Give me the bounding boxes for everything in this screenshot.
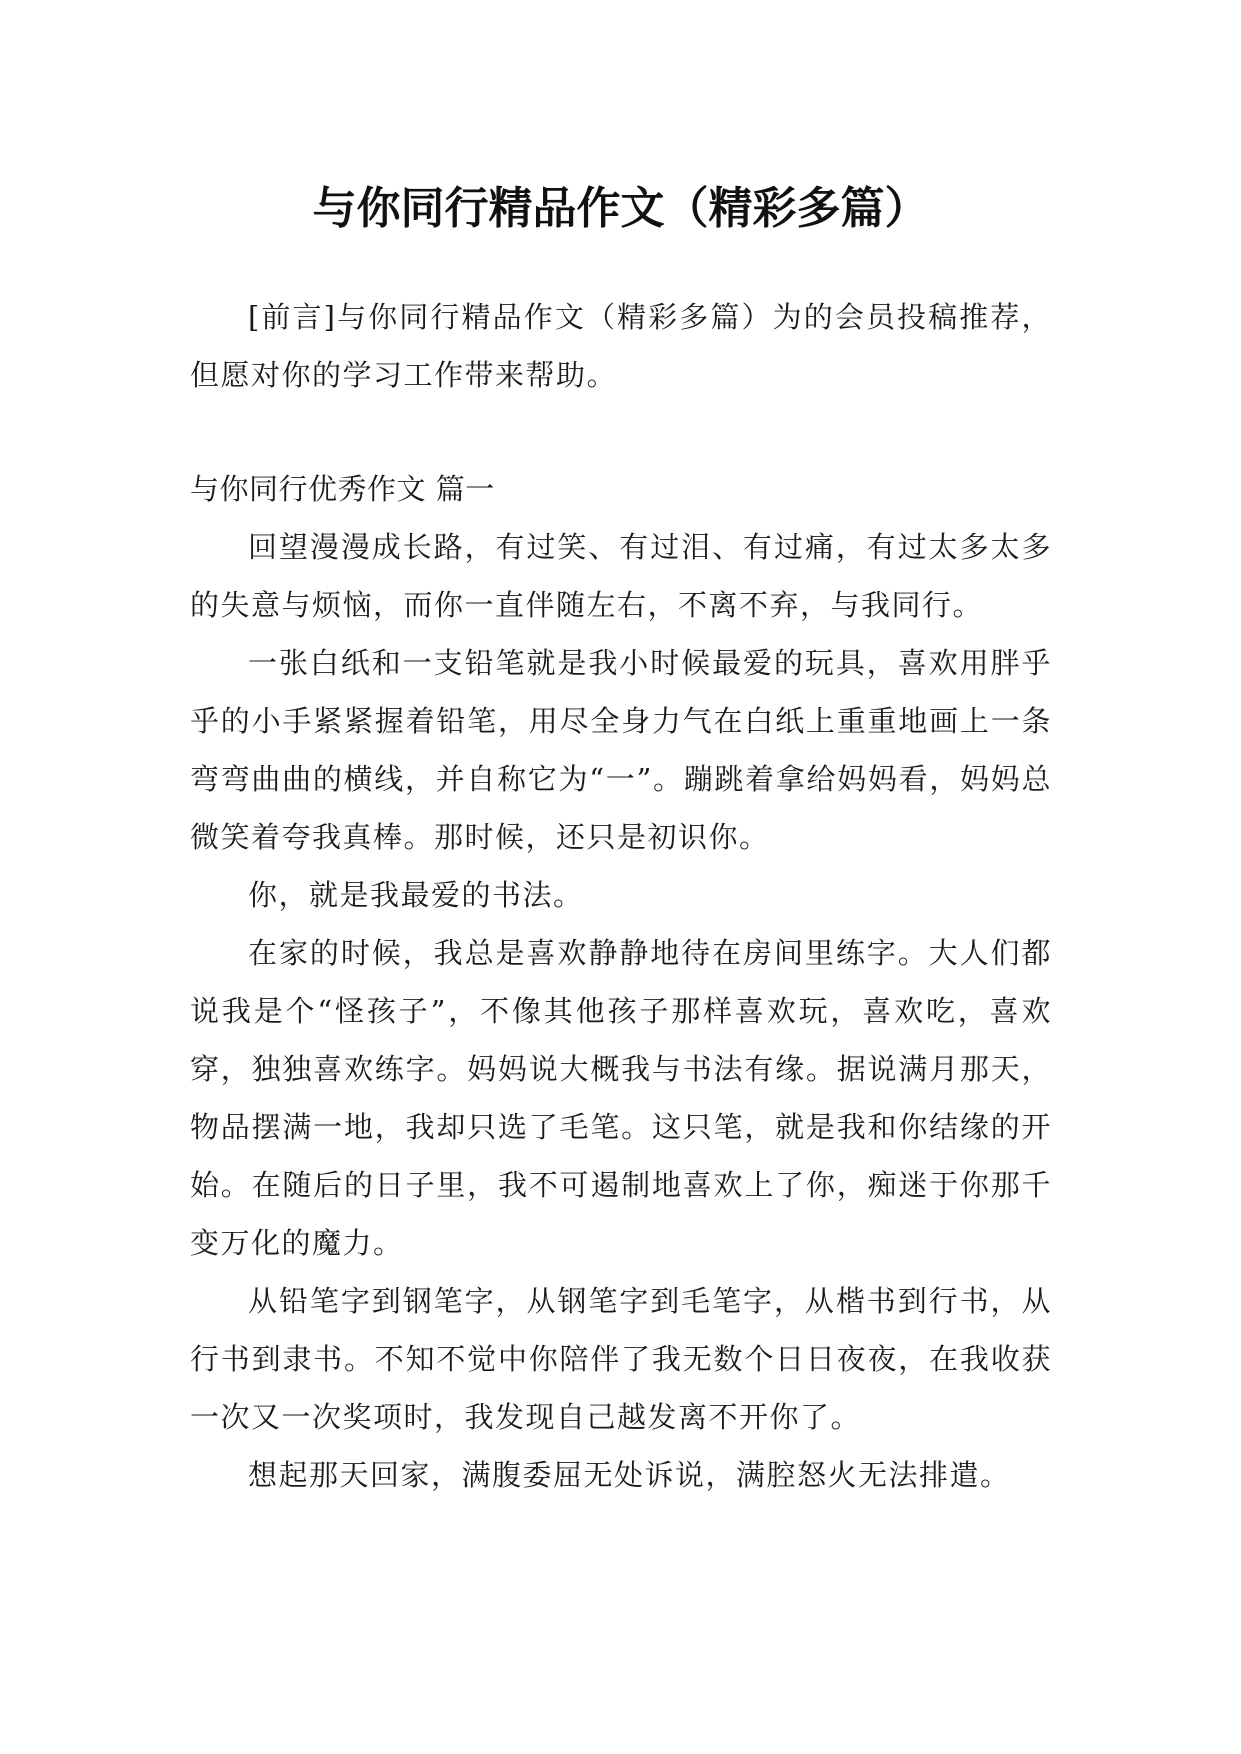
body-paragraph: 在家的时候，我总是喜欢静静地待在房间里练字。大人们都说我是个“怪孩子”，不像其他孩子那样喜欢玩，喜欢吃，喜欢穿，独独喜欢练字。妈妈说大概我与书法有缘。据说满月那天，物品摆满一地，我却只选了毛笔。这只笔，就是我和你结缘的开始。在随后的日子里，我不可遏制地喜欢上了你，痴迷于你那千变万化的魔力。 [190, 936, 1052, 1260]
document-title: 与你同行精品作文（精彩多篇） [312, 183, 929, 235]
body-paragraph: 从铅笔字到钢笔字，从钢笔字到毛笔字，从楷书到行书，从行书到隶书。不知不觉中你陪伴了我无数个日日夜夜，在我收获一次又一次奖项时，我发现自己越发离不开你了。 [190, 1284, 1052, 1434]
body-paragraph: 一张白纸和一支铅笔就是我小时候最爱的玩具，喜欢用胖乎乎的小手紧紧握着铅笔，用尽全身力气在白纸上重重地画上一条弯弯曲曲的横线，并自称它为“一”。蹦跳着拿给妈妈看，妈妈总微笑着夸我真棒。那时候，还只是初识你。 [190, 646, 1052, 854]
document-body [190, 288, 1052, 1504]
body-paragraph: 回望漫漫成长路，有过笑、有过泪、有过痛，有过太多太多的失意与烦恼，而你一直伴随左右，不离不弃，与我同行。 [190, 530, 1052, 622]
section-heading: 与你同行优秀作文 篇一 [190, 472, 495, 506]
preface-paragraph: [前言]与你同行精品作文（精彩多篇）为的会员投稿推荐，但愿对你的学习工作带来帮助。 [190, 300, 1052, 392]
body-paragraph: 想起那天回家，满腹委屈无处诉说，满腔怒火无法排遣。 [248, 1458, 1011, 1492]
body-paragraph: 你，就是我最爱的书法。 [248, 878, 584, 912]
